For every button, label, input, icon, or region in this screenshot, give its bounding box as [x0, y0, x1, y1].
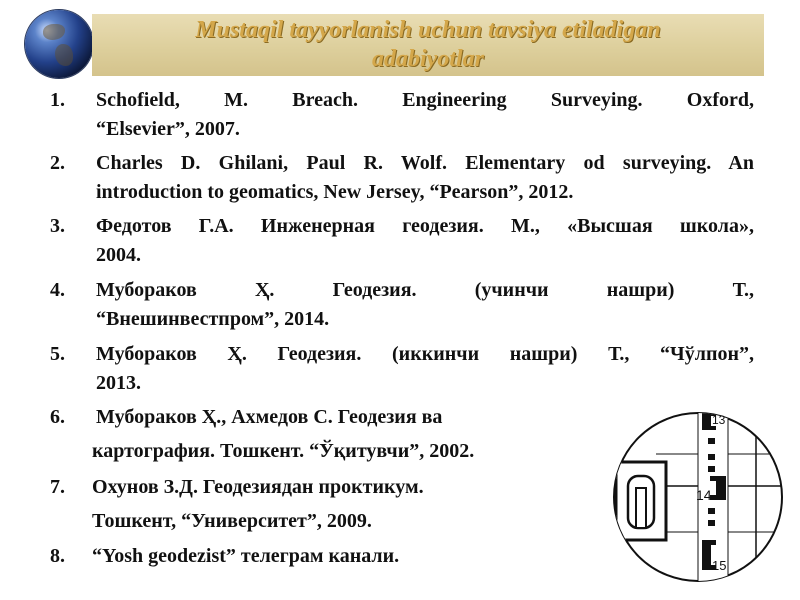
list-item-text: “Внешинвестпром”, 2014. [96, 308, 330, 330]
list-item-text: introduction to geomatics, New Jersey, “Pearson”, 2012. [96, 181, 574, 203]
page-title [92, 16, 764, 74]
list-item [50, 473, 65, 501]
list-item-number: 1. [50, 89, 65, 111]
list-item-text: Мубораков Ҳ. Геодезия. (учинчи нашри) Т., [96, 279, 754, 301]
list-item-number: 4. [50, 279, 65, 301]
list-item-text: Мубораков Ҳ., Ахмедов С. Геодезия ва [96, 406, 443, 428]
staff-label-13: 13 [712, 413, 726, 427]
list-item-text: Тошкент, “Университет”, 2009. [92, 510, 372, 532]
list-item-number: 6. [50, 406, 65, 428]
list-item-text: “Elsevier”, 2007. [96, 118, 240, 140]
globe-icon [25, 10, 93, 78]
list-item-text: “Yosh geodezist” телеграм канали. [92, 545, 400, 567]
list-item-text: Charles D. Ghilani, Paul R. Wolf. Elementary od surveying. An [96, 152, 754, 174]
list-item-text: картография. Тошкент. “Ўқитувчи”, 2002. [92, 440, 475, 462]
list-item-text: Охунов З.Д. Геодезиядан проктикум. [92, 476, 424, 498]
list-item-text: Мубораков Ҳ. Геодезия. (иккинчи нашри) Т., “Чўлпон”, [96, 343, 754, 365]
list-item-text: Федотов Г.А. Инженерная геодезия. М., «Высшая школа», [96, 215, 754, 237]
list-item-number: 8. [50, 545, 65, 567]
staff-label-15: 15 [712, 558, 727, 573]
list-item-text: 2004. [96, 244, 141, 266]
list-item [50, 403, 65, 431]
list-item [50, 542, 65, 570]
list-item-number: 2. [50, 152, 65, 174]
list-item-number: 3. [50, 215, 65, 237]
list-item-number: 5. [50, 343, 65, 365]
page-title-line2: adabiyotlar [372, 46, 484, 72]
level-staff-reticle-icon [606, 404, 786, 590]
page-title-line1: Mustaqil tayyorlanish uchun tavsiya etiladigan [195, 17, 661, 43]
list-item-text: 2013. [96, 372, 141, 394]
staff-label-14: 14 [696, 487, 712, 503]
list-item-number: 7. [50, 476, 65, 498]
title-banner [92, 14, 764, 76]
list-item-text: Schofield, M. Breach. Engineering Surveying. Oxford, [96, 89, 754, 111]
